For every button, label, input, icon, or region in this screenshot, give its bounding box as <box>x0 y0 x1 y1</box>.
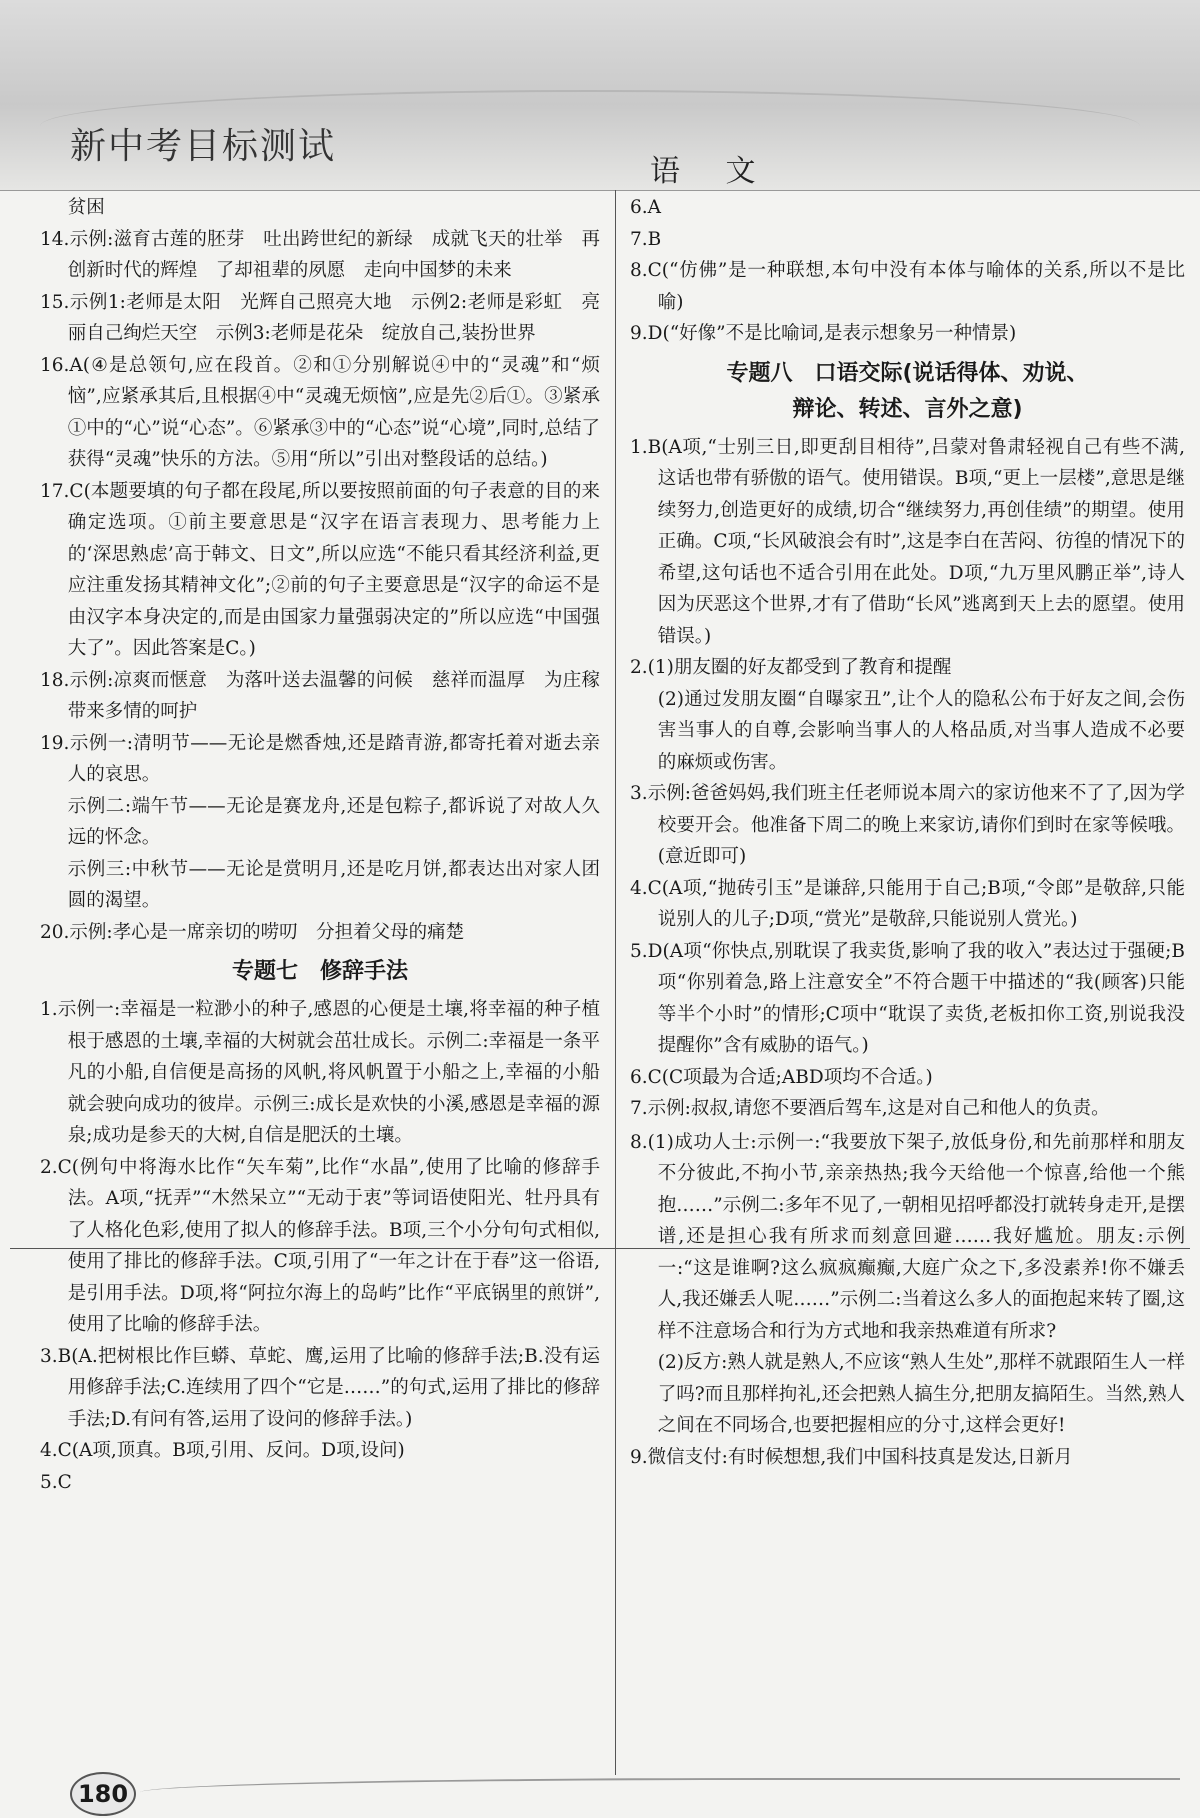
page-number: 180 <box>70 1772 136 1816</box>
answer-item: 贫困 <box>67 197 105 218</box>
answer-item: 18.示例:凉爽而惬意 为落叶送去温馨的问候 慈祥而温厚 为庄稼带来多情的呵护 <box>40 669 600 722</box>
answer-item: 7.示例:叔叔,请您不要酒后驾车,这是对自己和他人的负责。 <box>630 1098 1110 1119</box>
book-title: 新中考目标测试 <box>70 126 337 167</box>
answer-item: 1.示例一:幸福是一粒渺小的种子,感恩的心便是土壤,将幸福的种子植根于感恩的土壤,幸福的大树就会茁壮成长。示例二:幸福是一条平凡的小船,自信便是高扬的风帆,将风帆置于小船之上,幸福的小船就会驶向成功的彼岸。示例三:成长是欢快的小溪,感恩是幸福的源泉;成功是参天的大树,自信是肥沃的土壤。 <box>40 999 600 1146</box>
answer-item: 20.示例:孝心是一席亲切的唠叨 分担着父母的痛楚 <box>40 921 465 943</box>
left-column <box>40 192 600 1498</box>
answer-item: 示例三:中秋节——无论是赏明月,还是吃月饼,都表达出对家人团圆的渴望。 <box>67 858 600 911</box>
answer-item: 9.微信支付:有时候想想,我们中国科技真是发达,日新月 <box>630 1446 1073 1468</box>
answer-item: 8.C(“仿佛”是一种联想,本句中没有本体与喻体的关系,所以不是比喻) <box>630 260 1185 313</box>
answer-item: 6.A <box>630 197 662 218</box>
column-divider <box>615 190 616 1775</box>
section-title-rhetoric: 专题七 修辞手法 <box>231 959 408 984</box>
page-footer <box>0 1770 1200 1818</box>
answer-item: 3.示例:爸爸妈妈,我们班主任老师说本周六的家访他来不了了,因为学校要开会。他准备下周二的晚上来家访,请你们到时在家等候哦。(意近即可) <box>630 783 1185 867</box>
answer-item: 14.示例:滋育古莲的胚芽 吐出跨世纪的新绿 成就飞天的壮举 再创新时代的辉煌 了却祖辈的夙愿 走向中国梦的未来 <box>40 228 600 281</box>
answer-item: (2)反方:熟人就是熟人,不应该“熟人生处”,那样不就跟陌生人一样了吗?而且那样拘礼,还会把熟人搞生分,把朋友搞陌生。当然,熟人之间在不同场合,也要把握相应的分寸,这样会更好! <box>657 1352 1185 1436</box>
answer-item: 5.D(A项“你快点,别耽误了我卖货,影响了我的收入”表达过于强硬;B项“你别着急,路上注意安全”不符合题干中描述的“我(顾客)只能等半个小时”的情形;C项中“耽误了卖货,老板扣你工资,别说我没提醒你”含有威胁的语气。) <box>630 940 1185 1056</box>
answer-item: 17.C(本题要填的句子都在段尾,所以要按照前面的句子表意的目的来确定选项。①前主要意思是“汉字在语言表现力、思考能力上的‘深思熟虑’高于韩文、日文”,所以应选“不能只看其经济利益,更应注重发扬其精神文化”;②前的句子主要意思是“汉字的命运不是由汉字本身决定的,而是由国家力量强弱决定的”所以应选“中国强大了”。因此答案是C。) <box>40 480 600 659</box>
answer-item: 16.A(④是总领句,应在段首。②和①分别解说④中的“灵魂”和“烦恼”,应紧承其后,且根据④中“灵魂无烦恼”,应是先②后①。③紧承①中的“心”说“心态”。⑥紧承③中的“心态”说“心境”,同时,总结了获得“灵魂”快乐的方法。⑤用“所以”引出对整段话的总结。) <box>40 354 600 470</box>
answer-item: 2.C(例句中将海水比作“矢车菊”,比作“水晶”,使用了比喻的修辞手法。A项,“抚弄”“木然呆立”“无动于衷”等词语使阳光、牡丹具有了人格化色彩,使用了拟人的修辞手法。B项,三个小分句句式相似,使用了排比的修辞手法。C项,引用了“一年之计在于春”这一俗语,是引用手法。D项,将“阿拉尔海上的岛屿”比作“平底锅里的煎饼”,使用了比喻的修辞手法。 <box>40 1156 600 1335</box>
answer-item: (2)通过发朋友圈“自曝家丑”,让个人的隐私公布于好友之间,会伤害当事人的自尊,会影响当事人的人格品质,对当事人造成不必要的麻烦或伤害。 <box>657 688 1185 773</box>
answer-item: 6.C(C项最为合适;ABD项均不合适。) <box>630 1066 933 1088</box>
section-title-line1: 专题八 口语交际(说话得体、劝说、 <box>726 360 1089 386</box>
answer-item: 7.B <box>630 228 662 250</box>
page-header <box>0 0 1200 191</box>
answer-item: 19.示例一:清明节——无论是燃香烛,还是踏青游,都寄托着对逝去亲人的哀思。 <box>40 732 600 785</box>
answer-item: 4.C(A项,“抛砖引玉”是谦辞,只能用于自己;B项,“令郎”是敬辞,只能说别人的儿子;D项,“赏光”是敬辞,只能说别人赏光。) <box>630 877 1185 930</box>
answer-item: 2.(1)朋友圈的好友都受到了教育和提醒 <box>630 657 952 678</box>
answer-item: 示例二:端午节——无论是赛龙舟,还是包粽子,都诉说了对故人久远的怀念。 <box>67 795 600 848</box>
footer-wave-decoration <box>140 1778 1180 1802</box>
subject-label: 语 文 <box>650 154 774 189</box>
answer-item: 15.示例1:老师是太阳 光辉自己照亮大地 示例2:老师是彩虹 亮丽自己绚烂天空 示例3:老师是花朵 绽放自己,装扮世界 <box>40 291 600 344</box>
answer-item: 4.C(A项,顶真。B项,引用、反问。D项,设问) <box>40 1440 405 1461</box>
right-column <box>630 192 1185 1473</box>
answer-item: 9.D(“好像”不是比喻词,是表示想象另一种情景) <box>630 323 1017 344</box>
answer-item: 5.C <box>40 1471 72 1493</box>
section-title-line2: 辩论、转述、言外之意) <box>792 396 1023 422</box>
answer-item: 8.(1)成功人士:示例一:“我要放下架子,放低身份,和先前那样和朋友不分彼此,不拘小节,亲亲热热;我今天给他一个惊喜,给他一个熊抱……”示例二:多年不见了,一朝相见招呼都没打就转身走开,是摆谱,还是担心我有所求而刻意回避……我好尴尬。朋友:示例一:“这是谁啊?这么疯疯癫癫,大庭广众之下,多没素养!你不嫌丢人,我还嫌丢人呢……”示例二:当着这么多人的面抱起来转了圈,这样不注意场合和行为方式地和我亲热难道有所求? <box>630 1131 1185 1342</box>
answer-item: 3.B(A.把树根比作巨蟒、草蛇、鹰,运用了比喻的修辞手法;B.没有运用修辞手法;C.连续用了四个“它是……”的句式,运用了排比的修辞手法;D.有问有答,运用了设问的修辞手法。) <box>40 1345 600 1430</box>
answer-item: 1.B(A项,“士别三日,即更刮目相待”,吕蒙对鲁肃轻视自己有些不满,这话也带有骄傲的语气。使用错误。B项,“更上一层楼”,意思是继续努力,创造更好的成绩,切合“继续努力,再创佳绩”的期望。使用正确。C项,“长风破浪会有时”,这是李白在苦闷、彷徨的情况下的希望,这句话也不适合引用在此处。D项,“九万里风鹏正举”,诗人因为厌恶这个世界,才有了借助“长风”逃离到天上去的愿望。使用错误。) <box>630 436 1185 647</box>
section-title-oral-communication <box>630 356 1185 428</box>
